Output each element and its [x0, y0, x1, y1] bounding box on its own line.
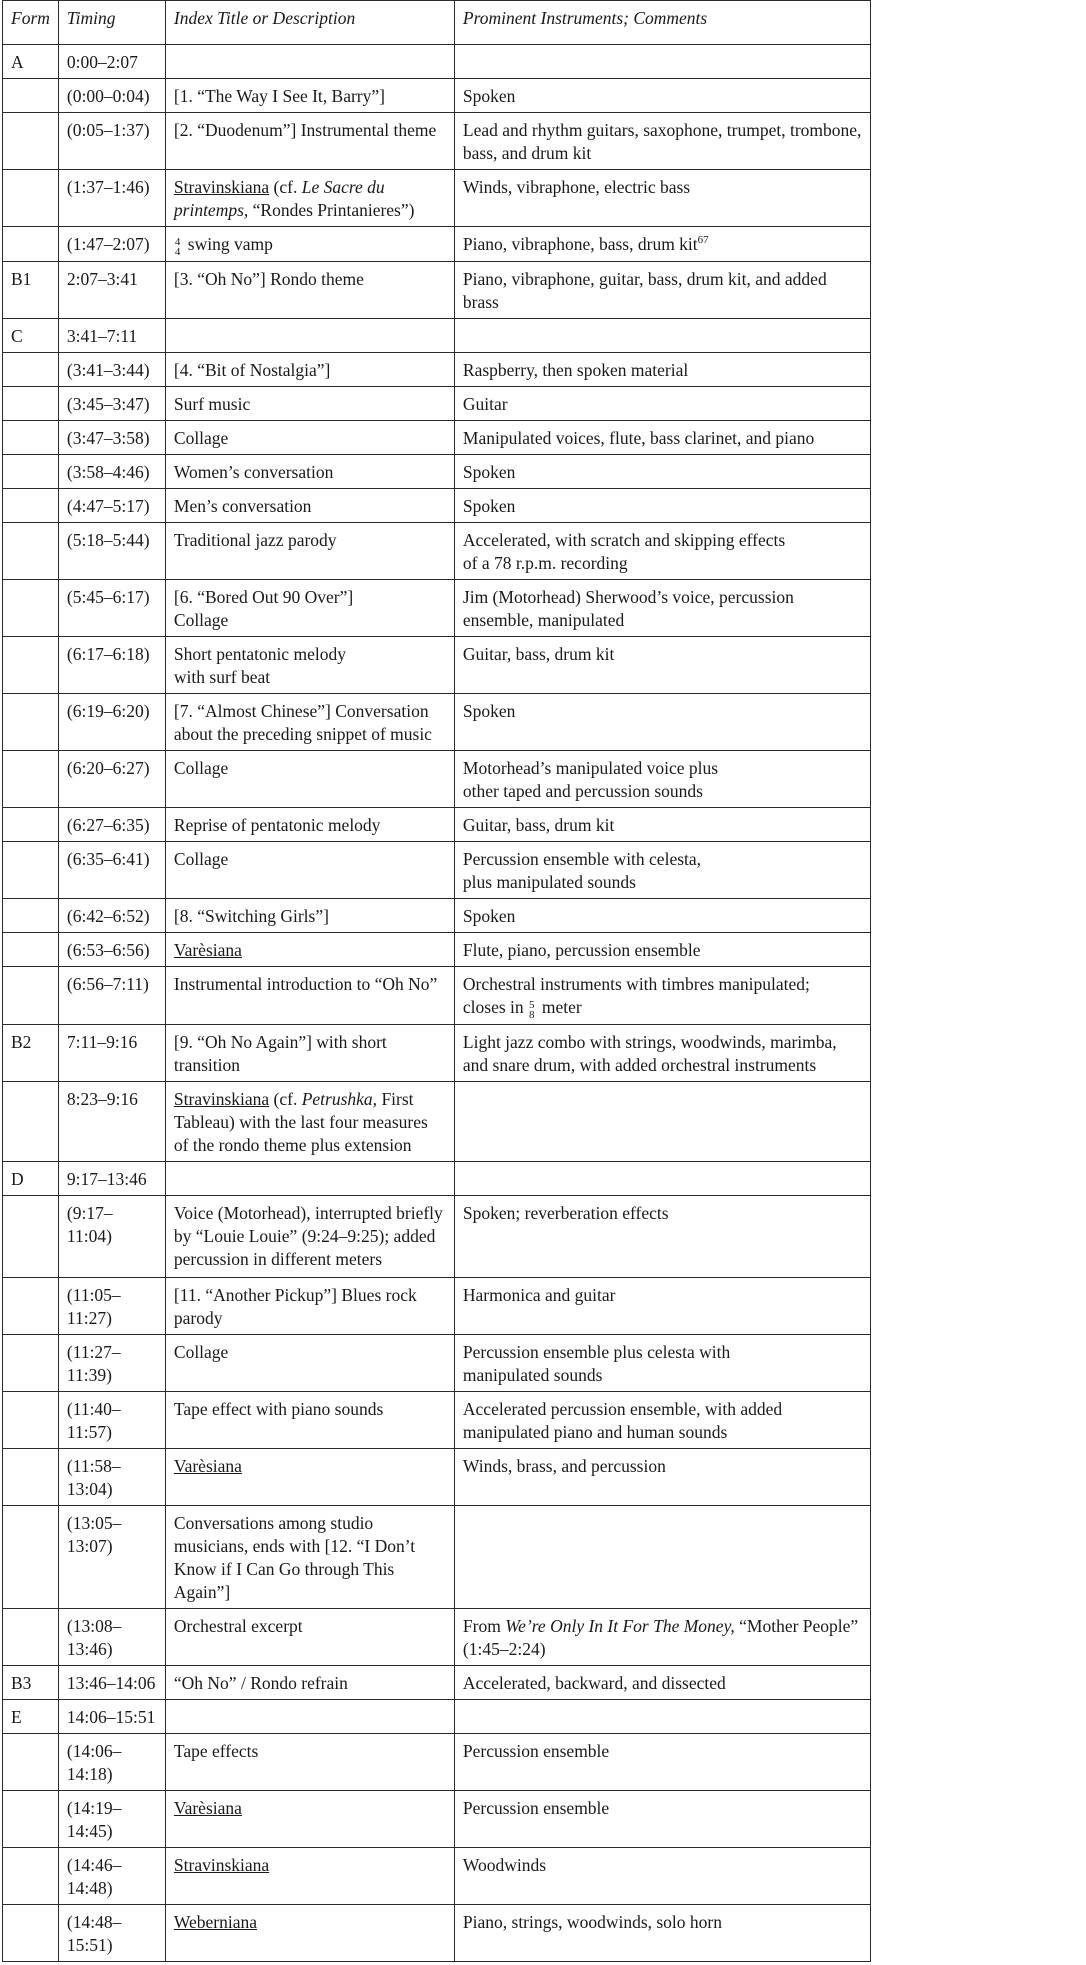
cell-instruments: Accelerated, backward, and dissected [454, 1666, 870, 1700]
cell-timing: 14:06–15:51 [58, 1700, 165, 1734]
cell-instruments: Spoken [454, 79, 870, 113]
cell-timing: (6:56–7:11) [58, 967, 165, 1025]
cell-instruments: Guitar [454, 387, 870, 421]
cell-timing: 7:11–9:16 [58, 1025, 165, 1082]
cell-form [3, 353, 59, 387]
cell-instruments [454, 319, 870, 353]
cell-title: “Oh No” / Rondo refrain [165, 1666, 454, 1700]
cell-timing: (6:20–6:27) [58, 751, 165, 808]
cell-form [3, 421, 59, 455]
cell-title: Tape effects [165, 1734, 454, 1791]
header-form: Form [3, 1, 59, 45]
table-wrapper [2, 0, 871, 1962]
table-row [3, 694, 871, 751]
cell-instruments [454, 1162, 870, 1196]
table-row [3, 1392, 871, 1449]
time-signature-den: 8 [529, 1009, 535, 1021]
table-row [3, 1196, 871, 1278]
cell-instruments: Spoken [454, 455, 870, 489]
table-row [3, 45, 871, 79]
cell-instruments [454, 1700, 870, 1734]
cell-title: Collage [165, 751, 454, 808]
cell-instruments: Piano, vibraphone, guitar, bass, drum kit, and added brass [454, 262, 870, 319]
cell-form [3, 455, 59, 489]
table-row [3, 580, 871, 637]
cell-instruments: Percussion ensemble [454, 1791, 870, 1848]
cell-title [165, 933, 454, 967]
cell-title: Collage [165, 842, 454, 899]
instruments-line-2: plus manipulated sounds [462, 872, 636, 892]
cell-form [3, 227, 59, 262]
title-link-text: Stravinskiana [173, 1855, 270, 1875]
cell-form: D [3, 1162, 59, 1196]
table-row [3, 967, 871, 1025]
cell-instruments: Percussion ensemble [454, 1734, 870, 1791]
table-row [3, 455, 871, 489]
cell-timing: (5:18–5:44) [58, 523, 165, 580]
cell-timing: (13:08–13:46) [58, 1609, 165, 1666]
table-row [3, 808, 871, 842]
title-text-pre: (cf. [269, 177, 302, 197]
header-instruments: Prominent Instruments; Comments [454, 1, 870, 45]
instruments-line-1: Orchestral instruments with timbres manipulated; [462, 974, 810, 994]
title-line-2: Collage [173, 610, 229, 630]
cell-timing: (14:46–14:48) [58, 1848, 165, 1905]
cell-form [3, 751, 59, 808]
cell-instruments: Guitar, bass, drum kit [454, 637, 870, 694]
cell-form [3, 899, 59, 933]
cell-instruments: Raspberry, then spoken material [454, 353, 870, 387]
cell-form: C [3, 319, 59, 353]
cell-title [165, 1700, 454, 1734]
cell-timing: 3:41–7:11 [58, 319, 165, 353]
table-row [3, 1278, 871, 1335]
cell-form: B1 [3, 262, 59, 319]
cell-timing: 9:17–13:46 [58, 1162, 165, 1196]
table-row [3, 1162, 871, 1196]
table-row [3, 637, 871, 694]
table-row [3, 170, 871, 227]
cell-timing: 13:46–14:06 [58, 1666, 165, 1700]
cell-instruments [454, 227, 870, 262]
cell-timing: (4:47–5:17) [58, 489, 165, 523]
cell-form [3, 1335, 59, 1392]
cell-timing: 8:23–9:16 [58, 1082, 165, 1162]
cell-instruments [454, 1025, 870, 1082]
cell-title [165, 637, 454, 694]
title-text: swing vamp [187, 234, 273, 254]
cell-title [165, 1449, 454, 1506]
cell-timing: (6:17–6:18) [58, 637, 165, 694]
cell-title [165, 227, 454, 262]
cell-title: Conversations among studio musicians, ends with [12. “I Don’t Know if I Can Go through This Again”] [165, 1506, 454, 1609]
cell-timing: (6:27–6:35) [58, 808, 165, 842]
table-row [3, 1609, 871, 1666]
cell-timing: (11:05–11:27) [58, 1278, 165, 1335]
table-row [3, 387, 871, 421]
cell-instruments [454, 1335, 870, 1392]
cell-instruments [454, 523, 870, 580]
cell-title: Reprise of pentatonic melody [165, 808, 454, 842]
instruments-text: Piano, vibraphone, bass, drum kit [462, 234, 698, 254]
header-timing: Timing [58, 1, 165, 45]
cell-timing: 2:07–3:41 [58, 262, 165, 319]
cell-instruments: Piano, strings, woodwinds, solo horn [454, 1905, 870, 1962]
cell-form [3, 1196, 59, 1278]
cell-instruments: Winds, brass, and percussion [454, 1449, 870, 1506]
instruments-line-1: Accelerated, with scratch and skipping effects [462, 530, 786, 550]
table-row [3, 79, 871, 113]
table-row [3, 1335, 871, 1392]
instruments-line-2: and snare drum, with added orchestral instruments [462, 1055, 817, 1075]
title-text-post: “Rondes Printanieres”) [248, 200, 415, 220]
cell-instruments: Lead and rhythm guitars, saxophone, trumpet, trombone, bass, and drum kit [454, 113, 870, 170]
title-link-text: Varèsiana [173, 1798, 242, 1818]
cell-form [3, 113, 59, 170]
cell-form [3, 842, 59, 899]
instruments-line-1: Percussion ensemble with celesta, [462, 849, 702, 869]
table-row [3, 1848, 871, 1905]
cell-title: Collage [165, 421, 454, 455]
cell-title: Women’s conversation [165, 455, 454, 489]
cell-form [3, 808, 59, 842]
cell-form: B3 [3, 1666, 59, 1700]
title-link-text: Weberniana [173, 1912, 258, 1932]
cell-form [3, 489, 59, 523]
cell-timing: (11:58–13:04) [58, 1449, 165, 1506]
cell-timing: (14:06–14:18) [58, 1734, 165, 1791]
cell-instruments: Spoken; reverberation effects [454, 1196, 870, 1278]
cell-timing: (0:05–1:37) [58, 113, 165, 170]
table-row [3, 319, 871, 353]
cell-title [165, 1791, 454, 1848]
cell-title: [7. “Almost Chinese”] Conversation about the preceding snippet of music [165, 694, 454, 751]
instruments-line-2: closes in [462, 997, 524, 1017]
table-row [3, 1734, 871, 1791]
cell-title: [11. “Another Pickup”] Blues rock parody [165, 1278, 454, 1335]
title-link-text: Stravinskiana [173, 177, 270, 197]
cell-title [165, 319, 454, 353]
title-italic-text: Le Sacre du printemps, [173, 177, 385, 220]
table-row [3, 1506, 871, 1609]
cell-form [3, 1905, 59, 1962]
cell-form [3, 1848, 59, 1905]
cell-title: Voice (Motorhead), interrupted briefly by “Louie Louie” (9:24–9:25); added percussion in different meters [165, 1196, 454, 1278]
cell-form [3, 1734, 59, 1791]
table-row [3, 353, 871, 387]
cell-form [3, 580, 59, 637]
cell-form [3, 694, 59, 751]
table-row [3, 489, 871, 523]
cell-timing: (3:41–3:44) [58, 353, 165, 387]
cell-form [3, 1392, 59, 1449]
instruments-line-2: of a 78 r.p.m. recording [462, 553, 628, 573]
cell-timing: (14:48–15:51) [58, 1905, 165, 1962]
cell-timing: (1:47–2:07) [58, 227, 165, 262]
cell-instruments: Woodwinds [454, 1848, 870, 1905]
instruments-line-2: manipulated piano and human sounds [462, 1422, 728, 1442]
cell-title: [4. “Bit of Nostalgia”] [165, 353, 454, 387]
cell-timing: (14:19–14:45) [58, 1791, 165, 1848]
header-row [3, 1, 871, 45]
time-signature [529, 1000, 535, 1020]
cell-instruments: Spoken [454, 489, 870, 523]
table-row [3, 1082, 871, 1162]
cell-instruments [454, 1609, 870, 1666]
cell-form [3, 637, 59, 694]
cell-form [3, 933, 59, 967]
cell-timing: (6:19–6:20) [58, 694, 165, 751]
table-row [3, 1905, 871, 1962]
cell-instruments: Flute, piano, percussion ensemble [454, 933, 870, 967]
instruments-line-1: Light jazz combo with strings, woodwinds, marimba, [462, 1032, 837, 1052]
cell-timing: (6:35–6:41) [58, 842, 165, 899]
cell-form [3, 79, 59, 113]
table-row [3, 1791, 871, 1848]
cell-form [3, 1449, 59, 1506]
cell-timing: (3:47–3:58) [58, 421, 165, 455]
cell-instruments: Guitar, bass, drum kit [454, 808, 870, 842]
cell-form [3, 1278, 59, 1335]
table-row [3, 227, 871, 262]
table-row [3, 1025, 871, 1082]
cell-title: [9. “Oh No Again”] with short transition [165, 1025, 454, 1082]
cell-title: [2. “Duodenum”] Instrumental theme [165, 113, 454, 170]
cell-timing: (0:00–0:04) [58, 79, 165, 113]
cell-title [165, 170, 454, 227]
cell-form: A [3, 45, 59, 79]
cell-timing: (5:45–6:17) [58, 580, 165, 637]
instruments-line-1: Percussion ensemble plus celesta with [462, 1342, 731, 1362]
cell-title: Men’s conversation [165, 489, 454, 523]
cell-instruments: Manipulated voices, flute, bass clarinet, and piano [454, 421, 870, 455]
title-line-2: with surf beat [173, 667, 271, 687]
instruments-line-2: other taped and percussion sounds [462, 781, 703, 801]
cell-timing: (6:42–6:52) [58, 899, 165, 933]
header-title: Index Title or Description [165, 1, 454, 45]
table-row [3, 262, 871, 319]
title-line-1: Short pentatonic melody [173, 644, 346, 664]
instruments-line-1: Accelerated percussion ensemble, with added [462, 1399, 783, 1419]
cell-timing: (3:45–3:47) [58, 387, 165, 421]
cell-form [3, 1609, 59, 1666]
time-signature [175, 237, 181, 257]
cell-timing: (3:58–4:46) [58, 455, 165, 489]
table-row [3, 1700, 871, 1734]
cell-form [3, 967, 59, 1025]
cell-title: Instrumental introduction to “Oh No” [165, 967, 454, 1025]
instruments-line-1: Motorhead’s manipulated voice plus [462, 758, 719, 778]
cell-instruments: Winds, vibraphone, electric bass [454, 170, 870, 227]
table-row [3, 1666, 871, 1700]
title-text-pre: (cf. [269, 1089, 302, 1109]
cell-title [165, 1905, 454, 1962]
cell-form: E [3, 1700, 59, 1734]
title-link-text: Varèsiana [173, 1456, 242, 1476]
cell-form [3, 1791, 59, 1848]
instruments-italic-text: We’re Only In It For The Money, [505, 1616, 735, 1636]
cell-instruments [454, 842, 870, 899]
cell-instruments [454, 1506, 870, 1609]
form-analysis-table [2, 0, 871, 1962]
cell-title [165, 1082, 454, 1162]
cell-instruments: Spoken [454, 694, 870, 751]
instruments-line-2: manipulated sounds [462, 1365, 603, 1385]
cell-title: [1. “The Way I See It, Barry”] [165, 79, 454, 113]
cell-form [3, 1082, 59, 1162]
cell-title: Surf music [165, 387, 454, 421]
title-link-text: Varèsiana [173, 940, 242, 960]
time-signature-num: 5 [529, 999, 535, 1011]
instruments-line-3: meter [541, 997, 582, 1017]
cell-title [165, 45, 454, 79]
cell-instruments [454, 45, 870, 79]
cell-title [165, 1162, 454, 1196]
table-row [3, 842, 871, 899]
title-text-post: First Tableau) with the last four measures of the rondo theme plus extension [173, 1089, 428, 1155]
footnote-marker: 67 [697, 234, 709, 247]
cell-instruments [454, 967, 870, 1025]
cell-form [3, 387, 59, 421]
cell-timing: (11:40–11:57) [58, 1392, 165, 1449]
cell-timing: (9:17–11:04) [58, 1196, 165, 1278]
cell-timing: (13:05–13:07) [58, 1506, 165, 1609]
instruments-text-pre: From [462, 1616, 506, 1636]
cell-title: [3. “Oh No”] Rondo theme [165, 262, 454, 319]
cell-form [3, 1506, 59, 1609]
title-line-1: [6. “Bored Out 90 Over”] [173, 587, 354, 607]
cell-form [3, 170, 59, 227]
table-row [3, 523, 871, 580]
table-row [3, 899, 871, 933]
cell-title [165, 580, 454, 637]
cell-title: Tape effect with piano sounds [165, 1392, 454, 1449]
cell-title: Traditional jazz parody [165, 523, 454, 580]
cell-title [165, 1848, 454, 1905]
table-row [3, 113, 871, 170]
cell-instruments: Jim (Motorhead) Sherwood’s voice, percussion ensemble, manipulated [454, 580, 870, 637]
time-signature-num: 4 [174, 236, 181, 248]
table-row [3, 751, 871, 808]
title-link-text: Stravinskiana [173, 1089, 270, 1109]
cell-instruments: Harmonica and guitar [454, 1278, 870, 1335]
time-signature-den: 4 [174, 246, 181, 258]
cell-instruments [454, 1392, 870, 1449]
cell-title: [8. “Switching Girls”] [165, 899, 454, 933]
instruments-text-post: “Mother People” (1:45–2:24) [462, 1616, 859, 1659]
cell-instruments [454, 1082, 870, 1162]
cell-timing: (1:37–1:46) [58, 170, 165, 227]
table-row [3, 421, 871, 455]
cell-timing: 0:00–2:07 [58, 45, 165, 79]
cell-form: B2 [3, 1025, 59, 1082]
table-row [3, 1449, 871, 1506]
cell-title: Orchestral excerpt [165, 1609, 454, 1666]
cell-timing: (6:53–6:56) [58, 933, 165, 967]
cell-form [3, 523, 59, 580]
cell-title: Collage [165, 1335, 454, 1392]
cell-instruments [454, 751, 870, 808]
cell-instruments: Spoken [454, 899, 870, 933]
table-row [3, 933, 871, 967]
title-italic-text: Petrushka, [301, 1089, 378, 1109]
cell-timing: (11:27–11:39) [58, 1335, 165, 1392]
